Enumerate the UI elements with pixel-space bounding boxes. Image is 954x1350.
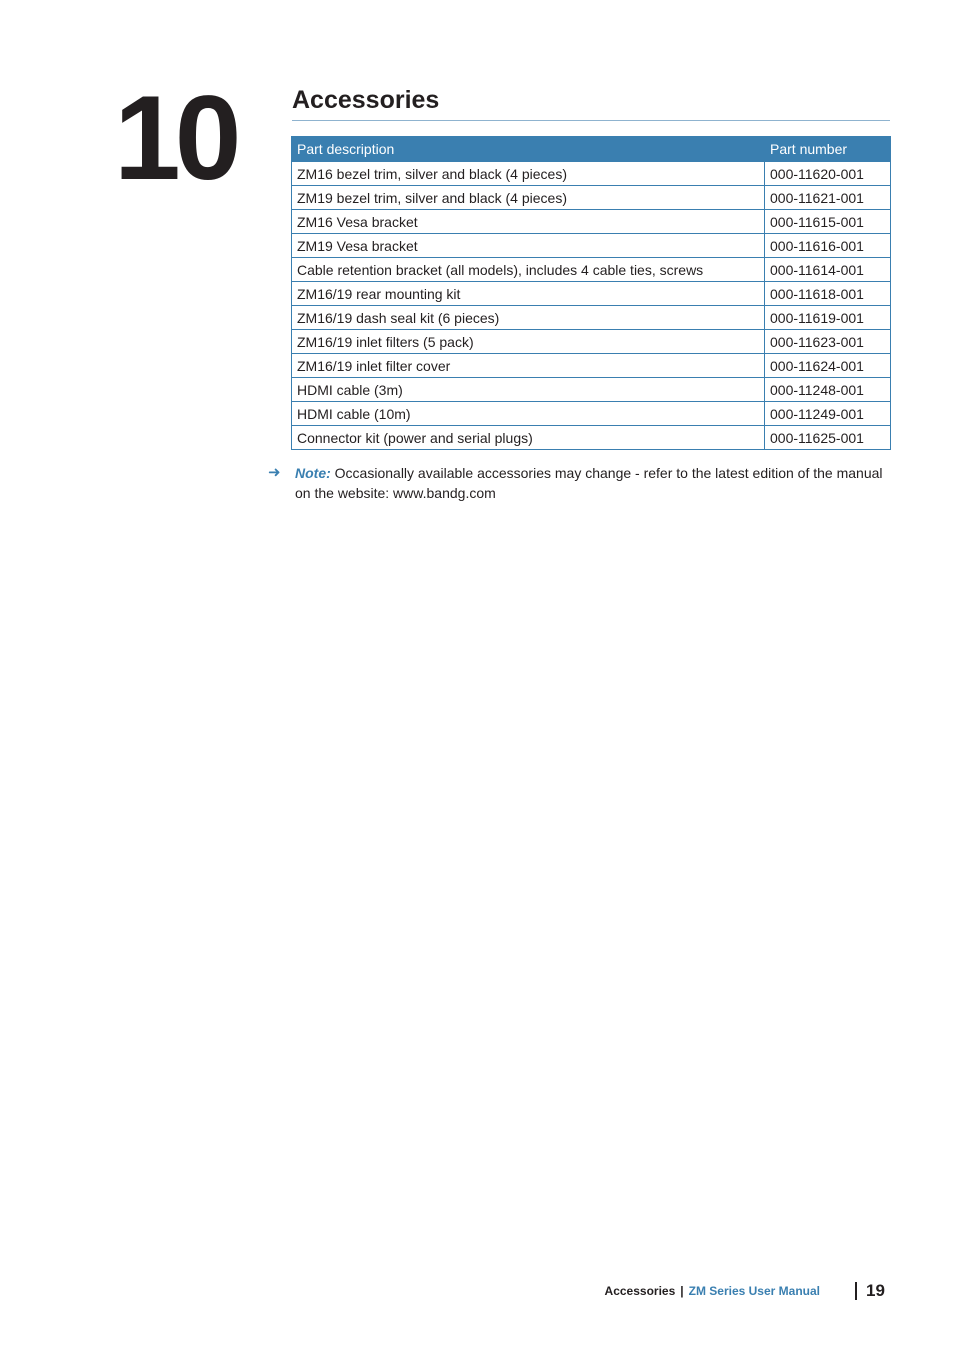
page-number-divider (855, 1282, 857, 1300)
part-description: ZM19 bezel trim, silver and black (4 pieces) (292, 186, 765, 210)
page-title: Accessories (292, 86, 440, 114)
part-description: Connector kit (power and serial plugs) (292, 426, 765, 450)
part-description: ZM16/19 inlet filters (5 pack) (292, 330, 765, 354)
note-block (268, 463, 893, 503)
part-description: HDMI cable (3m) (292, 378, 765, 402)
accessories-table (291, 136, 891, 450)
table-row (292, 426, 891, 450)
part-number: 000-11616-001 (765, 234, 891, 258)
part-number: 000-11619-001 (765, 306, 891, 330)
table-row (292, 330, 891, 354)
part-description: HDMI cable (10m) (292, 402, 765, 426)
part-number: 000-11249-001 (765, 402, 891, 426)
part-number: 000-11248-001 (765, 378, 891, 402)
table-header-row (292, 137, 891, 162)
part-description: ZM19 Vesa bracket (292, 234, 765, 258)
footer-section: Accessories (604, 1284, 676, 1298)
part-number: 000-11614-001 (765, 258, 891, 282)
part-number: 000-11621-001 (765, 186, 891, 210)
header-part-number: Part number (765, 137, 891, 162)
part-number: 000-11618-001 (765, 282, 891, 306)
part-number: 000-11625-001 (765, 426, 891, 450)
table-row (292, 354, 891, 378)
note-text: Occasionally available accessories may change - refer to the latest edition of the manual on the website: www.bandg.com (295, 465, 883, 501)
footer-separator: | (680, 1284, 684, 1298)
part-description: ZM16 Vesa bracket (292, 210, 765, 234)
table-row (292, 282, 891, 306)
part-number: 000-11615-001 (765, 210, 891, 234)
table-row (292, 258, 891, 282)
chapter-number: 10 (114, 71, 236, 205)
title-divider (292, 120, 890, 121)
page-footer (605, 1284, 820, 1298)
arrow-right-icon: ➜ (268, 464, 281, 481)
table-row (292, 378, 891, 402)
part-description: Cable retention bracket (all models), includes 4 cable ties, screws (292, 258, 765, 282)
note-body (295, 463, 893, 503)
part-description: ZM16/19 rear mounting kit (292, 282, 765, 306)
footer-manual-title: ZM Series User Manual (688, 1284, 820, 1298)
table-row (292, 234, 891, 258)
part-number: 000-11624-001 (765, 354, 891, 378)
table-row (292, 162, 891, 186)
part-number: 000-11623-001 (765, 330, 891, 354)
table-row (292, 306, 891, 330)
part-description: ZM16/19 dash seal kit (6 pieces) (292, 306, 765, 330)
table-row (292, 402, 891, 426)
table-row (292, 186, 891, 210)
table-row (292, 210, 891, 234)
part-description: ZM16/19 inlet filter cover (292, 354, 765, 378)
page-number: 19 (866, 1281, 885, 1300)
note-label: Note: (295, 465, 331, 481)
part-description: ZM16 bezel trim, silver and black (4 pieces) (292, 162, 765, 186)
header-part-description: Part description (292, 137, 765, 162)
part-number: 000-11620-001 (765, 162, 891, 186)
